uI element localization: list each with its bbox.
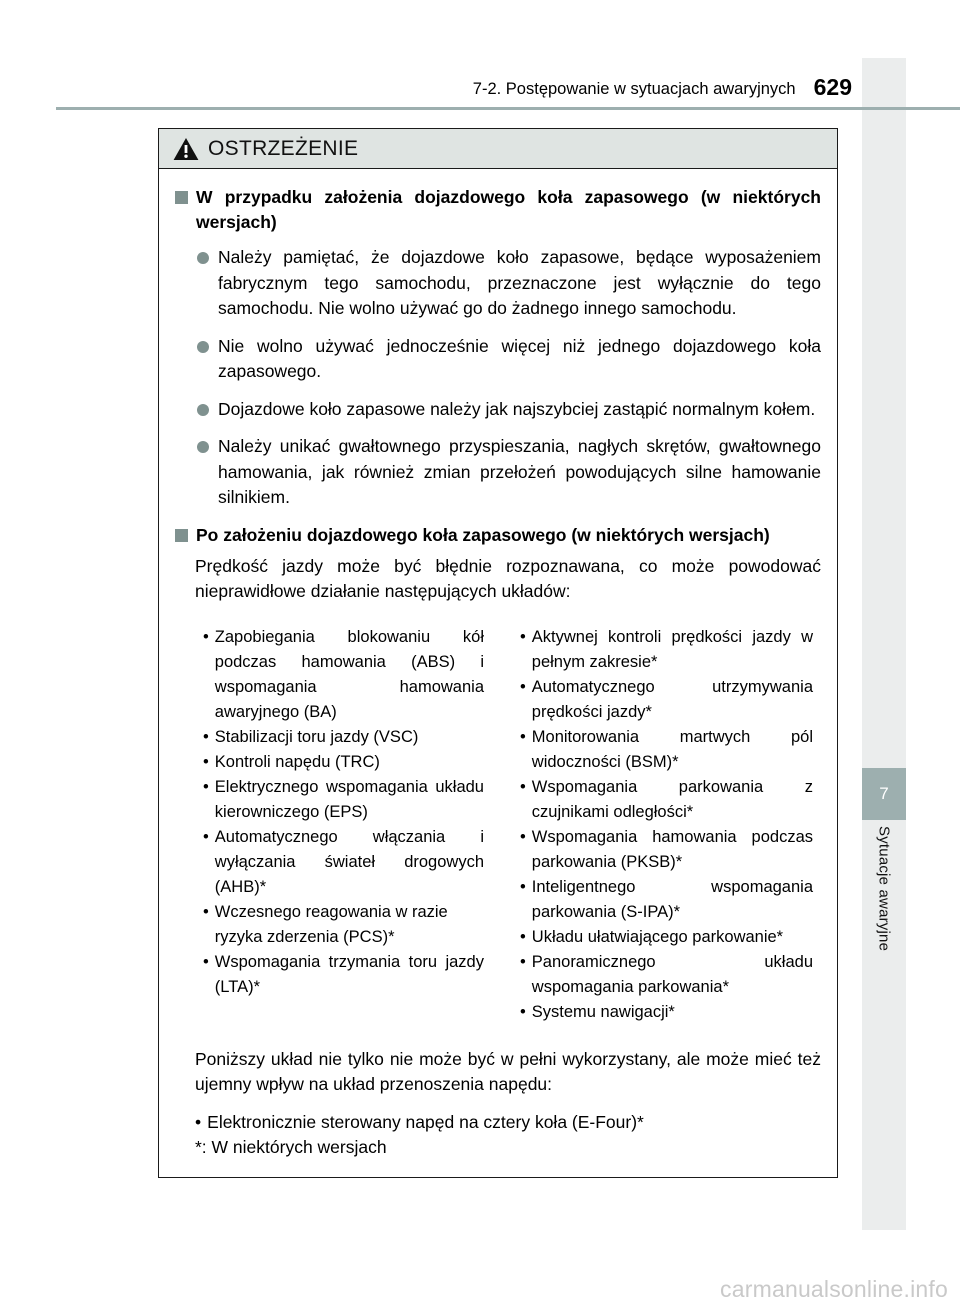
list-item xyxy=(203,750,484,775)
running-head xyxy=(0,74,862,101)
warning-box xyxy=(158,128,838,1178)
chapter-title-text: Sytuacje awaryjne xyxy=(875,826,893,952)
list-item-text: Dojazdowe koło zapasowe należy jak najszybciej zastąpić normalnym kołem. xyxy=(218,398,816,419)
warning-tail-intro: Poniższy układ nie tylko nie może być w pełni wykorzystany, ale może mieć też ujemny wpływ na układ przenoszenia napędu: xyxy=(195,1048,821,1094)
list-item xyxy=(203,775,484,825)
list-item-text: Panoramicznego układu wspomagania parkowania* xyxy=(531,952,813,996)
systems-column-right xyxy=(498,625,819,1025)
site-watermark: carmanualsonline.info xyxy=(720,1276,948,1302)
chapter-number-badge: 7 xyxy=(862,768,906,820)
list-item xyxy=(520,825,813,875)
list-item xyxy=(203,825,484,900)
list-item-text: Wspomagania trzymania toru jazdy (LTA)* xyxy=(214,952,484,996)
warning-section-heading xyxy=(175,523,821,548)
dot-bullet-icon: • xyxy=(520,727,526,746)
list-item-text: Wspomagania hamowania podczas parkowania (PKSB)* xyxy=(531,827,813,871)
dot-bullet-icon: • xyxy=(203,902,209,921)
dot-bullet-icon: • xyxy=(203,727,209,746)
square-bullet-icon xyxy=(175,191,188,204)
list-item xyxy=(520,925,813,950)
list-item xyxy=(195,1110,821,1136)
list-item xyxy=(197,397,821,423)
list-item-text: Inteligentnego wspomagania parkowania (S-IPA)* xyxy=(531,877,813,921)
running-head-section: 7-2. Postępowanie w sytuacjach awaryjnych xyxy=(472,80,796,98)
dot-bullet-icon: • xyxy=(195,1111,202,1132)
list-item-text: Systemu nawigacji* xyxy=(531,1002,675,1021)
dot-bullet-icon: • xyxy=(520,777,526,796)
round-bullet-icon xyxy=(197,341,209,353)
dot-bullet-icon: • xyxy=(203,752,209,771)
round-bullet-icon xyxy=(197,404,209,416)
list-item-text: Należy pamiętać, że dojazdowe koło zapasowe, będące wyposażeniem fabrycznym tego samochodu, przeznaczone jest wyłącznie do tego samochodu. Nie wolno używać go do żadnego innego samochodu. xyxy=(218,247,821,318)
warning-body xyxy=(159,169,837,1177)
list-item-text: Elektronicznie sterowany napęd na cztery koła (E-Four)* xyxy=(207,1111,644,1132)
dot-bullet-icon: • xyxy=(203,627,209,646)
list-item xyxy=(197,245,821,322)
round-bullet-icon xyxy=(197,252,209,264)
list-item xyxy=(203,900,484,950)
chapter-title-vertical xyxy=(862,826,906,1086)
list-item xyxy=(520,950,813,1000)
warning-bullet-list xyxy=(197,245,821,511)
list-item-text: Należy unikać gwałtownego przyspieszania, nagłych skrętów, gwałtownego hamowania, jak również zmian przełożeń powodujących silne hamowanie silnikiem. xyxy=(218,436,821,507)
list-item-text: Zapobiegania blokowaniu kół podczas hamowania (ABS) i wspomagania hamowania awaryjnego (BA) xyxy=(214,627,484,721)
dot-bullet-icon: • xyxy=(203,952,209,971)
dot-bullet-icon: • xyxy=(520,877,526,896)
warning-footnote: *: W niektórych wersjach xyxy=(195,1137,387,1157)
square-bullet-icon xyxy=(175,529,188,542)
list-item xyxy=(203,625,484,725)
round-bullet-icon xyxy=(197,441,209,453)
warning-title: OSTRZEŻENIE xyxy=(208,136,359,160)
list-item-text: Kontroli napędu (TRC) xyxy=(214,752,380,771)
dot-bullet-icon: • xyxy=(520,677,526,696)
list-item-text: Nie wolno używać jednocześnie więcej niż jednego dojazdowego koła zapasowego. xyxy=(218,335,821,381)
list-item-text: Wczesnego reagowania w razie ryzyka zderzenia (PCS)* xyxy=(214,902,448,946)
warning-section-intro: Prędkość jazdy może być błędnie rozpoznawana, co może powodować nieprawidłowe działanie następujących układów: xyxy=(195,555,821,601)
list-item xyxy=(197,334,821,385)
dot-bullet-icon: • xyxy=(520,1002,526,1021)
list-item xyxy=(520,725,813,775)
dot-bullet-icon: • xyxy=(203,827,209,846)
list-item-text: Aktywnej kontroli prędkości jazdy w pełnym zakresie* xyxy=(531,627,813,671)
warning-section-heading-text: W przypadku założenia dojazdowego koła zapasowego (w niektórych wersjach) xyxy=(196,187,821,232)
list-item-text: Automatycznego włączania i wyłączania świateł drogowych (AHB)* xyxy=(214,827,484,896)
page-number: 629 xyxy=(813,74,852,100)
dot-bullet-icon: • xyxy=(203,777,209,796)
dot-bullet-icon: • xyxy=(520,827,526,846)
list-item xyxy=(520,775,813,825)
header-rule xyxy=(56,107,960,110)
warning-tail-list xyxy=(195,1110,821,1161)
list-item xyxy=(197,434,821,511)
warning-triangle-icon xyxy=(173,137,199,161)
warning-section-heading xyxy=(175,185,821,235)
warning-header xyxy=(159,129,837,169)
list-item xyxy=(520,625,813,675)
dot-bullet-icon: • xyxy=(520,627,526,646)
systems-two-column-list xyxy=(175,625,821,1025)
list-item xyxy=(520,675,813,725)
list-item xyxy=(520,1000,813,1025)
list-item xyxy=(203,725,484,750)
list-item xyxy=(520,875,813,925)
list-item-text: Układu ułatwiającego parkowanie* xyxy=(531,927,784,946)
list-item-text: Stabilizacji toru jazdy (VSC) xyxy=(214,727,419,746)
list-item-text: Automatycznego utrzymywania prędkości jazdy* xyxy=(531,677,813,721)
list-item-text: Elektrycznego wspomagania układu kierowniczego (EPS) xyxy=(214,777,484,821)
list-item-text: Monitorowania martwych pól widoczności (BSM)* xyxy=(531,727,813,771)
list-item-text: Wspomagania parkowania z czujnikami odległości* xyxy=(531,777,813,821)
warning-section-heading-text: Po założeniu dojazdowego koła zapasowego (w niektórych wersjach) xyxy=(196,524,770,545)
systems-column-left xyxy=(177,625,498,1025)
dot-bullet-icon: • xyxy=(520,927,526,946)
list-item xyxy=(203,950,484,1000)
dot-bullet-icon: • xyxy=(520,952,526,971)
